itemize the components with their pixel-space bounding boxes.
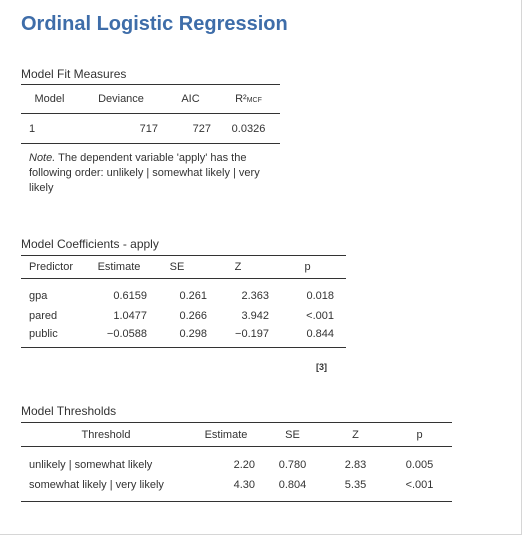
- footnote-reference[interactable]: [3]: [316, 362, 327, 372]
- coef-cell-se: 0.298: [179, 327, 207, 340]
- coef-header-z: Z: [234, 261, 242, 273]
- coef-cell-z: 3.942: [241, 310, 269, 322]
- coef-cell-p: <.001: [306, 310, 334, 322]
- table-row: [21, 279, 346, 307]
- coef-cell-predictor: public: [29, 327, 58, 340]
- threshold-cell-label: somewhat likely | very likely: [29, 479, 164, 492]
- fit-header-deviance: Deviance: [98, 93, 144, 105]
- table-row: [21, 326, 346, 348]
- coef-cell-estimate: 0.6159: [113, 289, 147, 302]
- fit-header-r2: [217, 85, 280, 114]
- note-text: The dependent variable 'apply' has the following order: unlikely | somewhat likely | very likely: [29, 152, 260, 194]
- coef-cell-predictor: gpa: [29, 289, 48, 302]
- coef-header-estimate: Estimate: [97, 261, 141, 273]
- fit-header-row: [21, 85, 280, 114]
- thresholds-section-title: Model Thresholds: [21, 404, 117, 418]
- analysis-title: Ordinal Logistic Regression: [21, 13, 288, 35]
- coef-cell-estimate: −0.0588: [106, 327, 147, 340]
- table-row: [21, 447, 452, 476]
- threshold-cell-z: 5.35: [344, 479, 367, 492]
- coef-header-predictor: Predictor: [29, 261, 74, 273]
- coef-cell-estimate: 1.0477: [113, 310, 147, 322]
- thresholds-header-row: [21, 423, 452, 447]
- note-label: Note.: [29, 152, 56, 164]
- coef-cell-p: 0.018: [306, 289, 334, 302]
- thresholds-header-se: SE: [285, 428, 300, 441]
- fit-cell-aic: 727: [192, 122, 211, 135]
- fit-section-title: Model Fit Measures: [21, 67, 127, 81]
- coef-header-p: p: [304, 261, 311, 273]
- coef-section-title: Model Coefficients - apply: [21, 237, 159, 251]
- coef-cell-p: 0.844: [306, 327, 334, 340]
- threshold-cell-se: 0.804: [278, 479, 307, 492]
- fit-cell-model: 1: [29, 122, 36, 135]
- threshold-cell-label: unlikely | somewhat likely: [29, 458, 153, 471]
- coef-cell-z: 2.363: [241, 289, 269, 302]
- r2-symbol: R²: [235, 93, 247, 105]
- coef-header-row: [21, 256, 346, 279]
- fit-cell-deviance: 717: [139, 122, 158, 135]
- threshold-cell-estimate: 2.20: [233, 458, 255, 471]
- fit-cell-r2: 0.0326: [231, 122, 266, 135]
- fit-header-model: Model: [34, 93, 65, 105]
- fit-data-row: [21, 114, 280, 144]
- threshold-cell-z: 2.83: [344, 458, 367, 471]
- table-row: [21, 307, 346, 326]
- thresholds-header-threshold: Threshold: [81, 428, 131, 441]
- threshold-cell-estimate: 4.30: [233, 479, 255, 492]
- coefficients-table: [21, 255, 346, 349]
- coef-header-se: SE: [169, 261, 185, 273]
- threshold-cell-se: 0.780: [278, 458, 307, 471]
- thresholds-table: [21, 422, 452, 503]
- thresholds-header-estimate: Estimate: [204, 428, 248, 441]
- threshold-cell-p: <.001: [405, 479, 434, 492]
- fit-header-aic: AIC: [181, 93, 200, 105]
- threshold-cell-p: 0.005: [405, 458, 434, 471]
- fit-table: [21, 84, 280, 145]
- coef-cell-predictor: pared: [29, 310, 58, 322]
- r2-subscript: MCF: [246, 97, 262, 104]
- coef-cell-se: 0.266: [179, 310, 207, 322]
- table-row: [21, 476, 452, 502]
- thresholds-header-p: p: [416, 428, 423, 441]
- thresholds-header-z: Z: [352, 428, 359, 441]
- coef-cell-se: 0.261: [179, 289, 207, 302]
- fit-note: [29, 151, 274, 196]
- coef-cell-z: −0.197: [235, 327, 269, 340]
